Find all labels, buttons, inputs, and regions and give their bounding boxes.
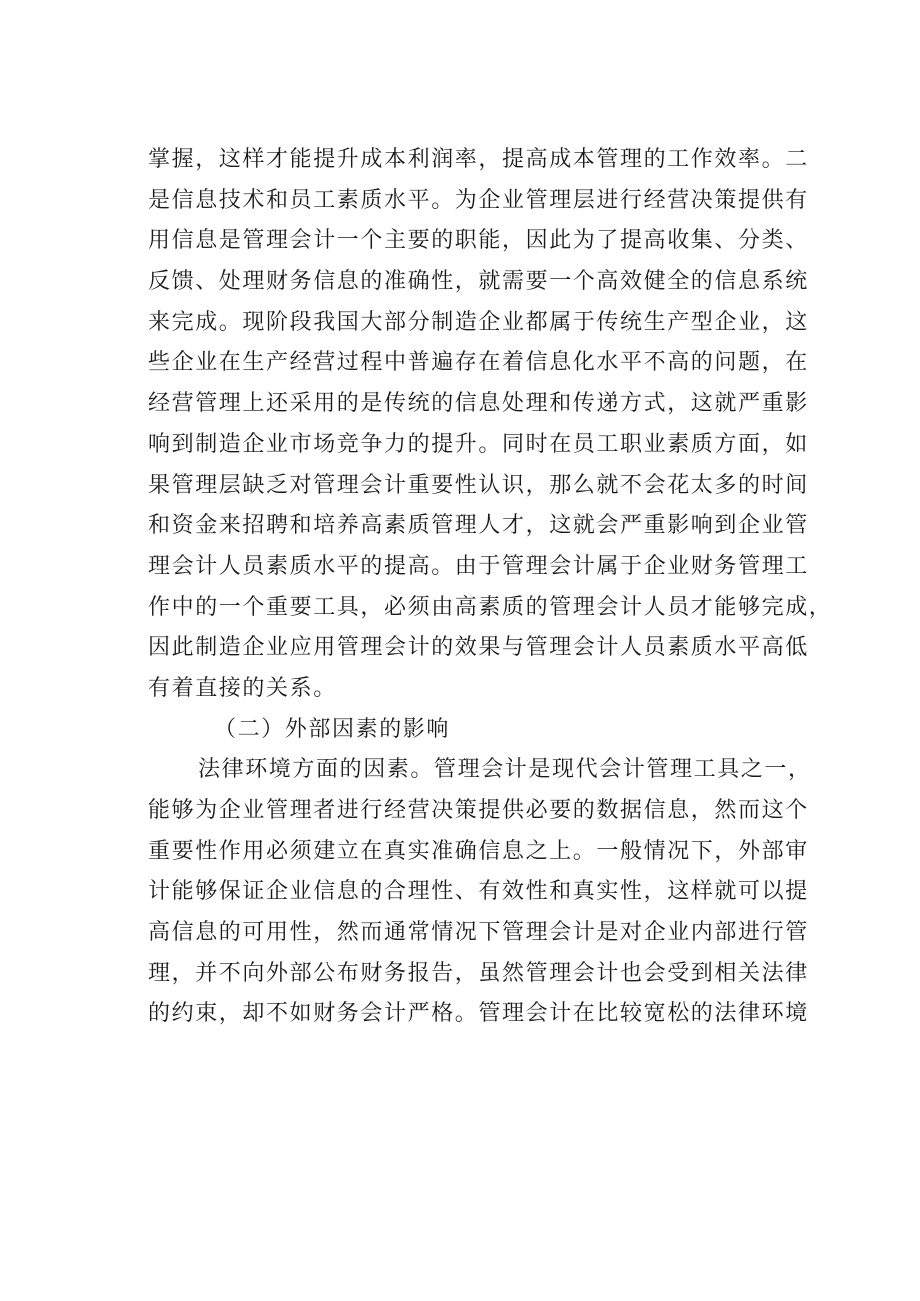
paragraph-line: 和资金来招聘和培养高素质管理人才，这就会严重影响到企业管: [148, 513, 809, 539]
paragraph-line: 理，并不向外部公布财务报告，虽然管理会计也会受到相关法律: [148, 960, 809, 986]
paragraph-line: 响到制造企业市场竞争力的提升。同时在员工职业素质方面，如: [148, 431, 809, 457]
paragraph-line: 能够为企业管理者进行经营决策提供必要的数据信息，然而这个: [148, 798, 809, 823]
paragraph-line: 高信息的可用性，然而通常情况下管理会计是对企业内部进行管: [148, 920, 809, 946]
paragraph-line: 些企业在生产经营过程中普遍存在着信息化水平不高的问题，在: [148, 350, 809, 376]
paragraph-line: 的约束，却不如财务会计严格。管理会计在比较宽松的法律环境: [148, 1001, 809, 1027]
paragraph-line: 重要性作用必须建立在真实准确信息之上。一般情况下，外部审: [148, 838, 809, 864]
paragraph-line: 掌握，这样才能提升成本利润率，提高成本管理的工作效率。二: [148, 147, 809, 172]
paragraph-line: 反馈、处理财务信息的准确性，就需要一个高效健全的信息系统: [148, 269, 809, 295]
body-text: [148, 140, 833, 1035]
paragraph-line: 用信息是管理会计一个主要的职能，因此为了提高收集、分类、: [148, 228, 809, 254]
paragraph-line: 果管理层缺乏对管理会计重要性认识，那么就不会花太多的时间: [148, 472, 809, 498]
paragraph-line: 因此制造企业应用管理会计的效果与管理会计人员素质水平高低: [148, 635, 809, 661]
paragraph-line: 理会计人员素质水平的提高。由于管理会计属于企业财务管理工: [148, 553, 809, 579]
paragraph-line: 作中的一个重要工具，必须由高素质的管理会计人员才能够完成，: [148, 594, 833, 620]
paragraph-line: 来完成。现阶段我国大部分制造企业都属于传统生产型企业，这: [148, 309, 809, 335]
paragraph-line-last: 有着直接的关系。: [148, 675, 337, 701]
paragraph-line: 是信息技术和员工素质水平。为企业管理层进行经营决策提供有: [148, 187, 809, 213]
section-heading: （二）外部因素的影响: [214, 716, 451, 742]
paragraph-line: 经营管理上还采用的是传统的信息处理和传递方式，这就严重影: [148, 391, 809, 417]
paragraph-line: 计能够保证企业信息的合理性、有效性和真实性，这样就可以提: [148, 879, 809, 905]
paragraph-line-first: 法律环境方面的因素。管理会计是现代会计管理工具之一，: [198, 757, 812, 783]
